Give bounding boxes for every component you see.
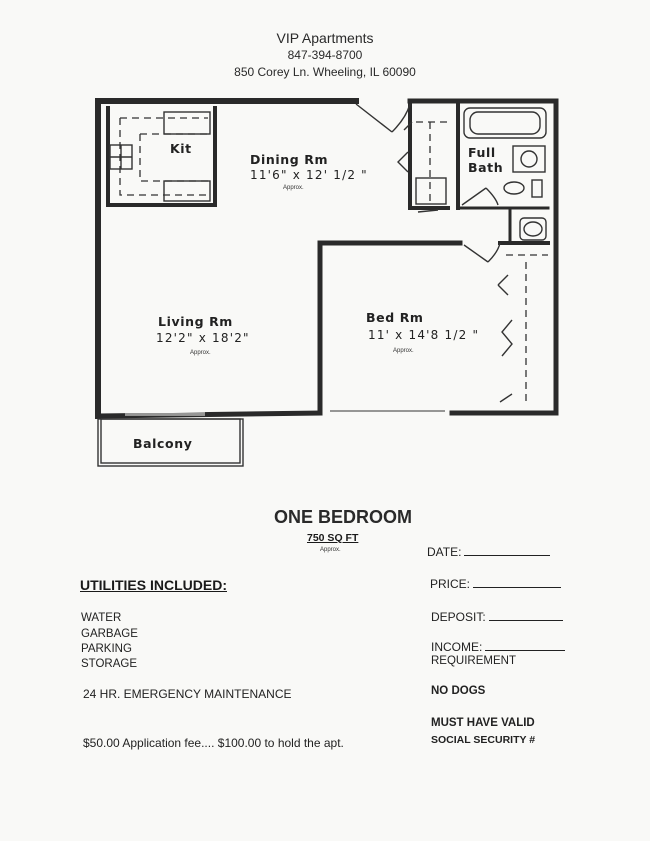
dining-approx: Approx. [283, 185, 304, 191]
utility-item: STORAGE [81, 658, 138, 670]
price-label: PRICE: [430, 577, 471, 591]
valid-note-line1: MUST HAVE VALID [431, 717, 535, 729]
dining-room-dimensions: 11'6" x 12' 1/2 " [250, 168, 368, 182]
deposit-label: DEPOSIT: [431, 610, 486, 624]
unit-type: ONE BEDROOM [274, 507, 413, 527]
utility-item: PARKING [81, 643, 132, 655]
date-blank [464, 545, 550, 556]
bedroom-label: Bed Rm [366, 310, 424, 325]
fees-note: $50.00 Application fee.... $100.00 to hold the apt. [83, 736, 344, 750]
balcony-label: Balcony [133, 436, 193, 451]
utility-item: GARBAGE [81, 628, 138, 640]
income-blank [485, 640, 565, 651]
bath-label-line2: Bath [468, 160, 504, 175]
valid-note-line2: SOCIAL SECURITY # [431, 734, 536, 746]
phone-number: 847-394-8700 [287, 48, 363, 62]
sqft-approx: Approx. [320, 547, 341, 553]
kitchen-label: Kit [170, 141, 192, 156]
address: 850 Corey Ln. Wheeling, IL 60090 [234, 65, 416, 79]
income-field [431, 640, 565, 654]
date-field [427, 545, 550, 559]
bedroom-dimensions: 11' x 14'8 1/2 " [368, 328, 480, 342]
living-room-dimensions: 12'2" x 18'2" [156, 331, 250, 345]
utilities-heading: UTILITIES INCLUDED: [80, 577, 227, 593]
bath-label-line1: Full [468, 145, 496, 160]
no-dogs-note: NO DOGS [431, 685, 486, 697]
living-approx: Approx. [190, 350, 211, 356]
date-label: DATE: [427, 545, 462, 559]
living-room-label: Living Rm [158, 314, 233, 329]
dining-room-label: Dining Rm [250, 152, 329, 167]
requirement-label: REQUIREMENT [431, 655, 516, 667]
square-footage: 750 SQ FT [307, 532, 359, 544]
bedroom-approx: Approx. [393, 348, 414, 354]
price-blank [473, 577, 561, 588]
maintenance-note: 24 HR. EMERGENCY MAINTENANCE [83, 687, 292, 701]
company-name: VIP Apartments [276, 30, 374, 46]
deposit-blank [489, 610, 563, 621]
deposit-field [431, 610, 563, 624]
utility-item: WATER [81, 612, 122, 624]
income-label: INCOME: [431, 640, 483, 654]
price-field [430, 577, 561, 591]
